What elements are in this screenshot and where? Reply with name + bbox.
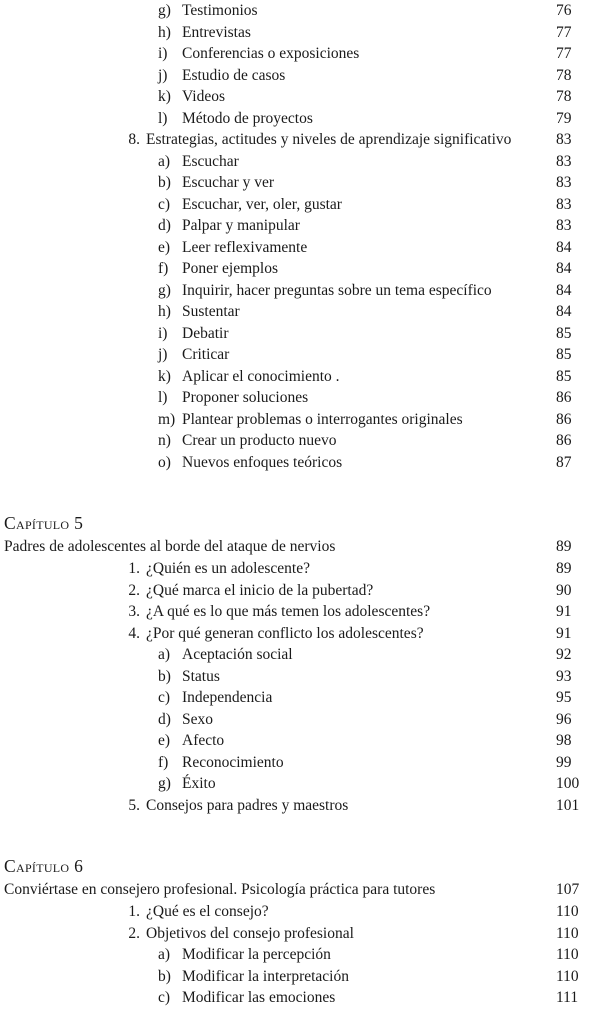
toc-entry[interactable] <box>0 409 596 431</box>
toc-entry-label: Consejos para padres y maestros <box>146 796 349 814</box>
toc-page-number: 83 <box>556 174 572 191</box>
toc-entry-marker: k) <box>158 88 171 105</box>
toc-entry[interactable] <box>0 258 596 280</box>
toc-entry[interactable] <box>0 752 596 774</box>
chapter-title-entry[interactable] <box>0 536 596 558</box>
toc-entry-label: Escuchar y ver <box>182 174 275 191</box>
toc-entry-text <box>118 558 310 580</box>
toc-entry-text <box>118 923 354 945</box>
toc-entry-text <box>158 709 213 731</box>
toc-page-number: 77 <box>556 23 572 41</box>
chapter-label <box>0 855 596 879</box>
toc-entry-text <box>158 280 492 302</box>
toc-entry-label: Afecto <box>182 732 225 749</box>
toc-entry-marker: h) <box>158 23 171 41</box>
toc-entry-marker: 2. <box>128 924 140 942</box>
toc-entry-text <box>118 795 348 817</box>
toc-entry-text <box>158 666 220 688</box>
toc-entry-text <box>158 366 340 388</box>
toc-entry-text <box>118 580 373 602</box>
toc-entry-text <box>158 687 272 709</box>
toc-entry-label: Objetivos del consejo profesional <box>146 924 354 942</box>
toc-entry[interactable] <box>0 580 596 602</box>
toc-entry-marker: f) <box>158 260 169 277</box>
toc-entry-text <box>118 129 511 151</box>
toc-entry[interactable] <box>0 0 596 22</box>
toc-entry-label: Videos <box>182 88 225 105</box>
toc-entry-text <box>158 944 331 966</box>
toc-entry-label: Modificar las emociones <box>182 989 336 1006</box>
toc-entry[interactable] <box>0 22 596 44</box>
toc-page-number: 83 <box>556 195 572 213</box>
toc-page-number: 84 <box>556 238 572 256</box>
toc-entry-marker: 4. <box>128 624 140 642</box>
toc-page-number: 84 <box>556 260 572 277</box>
toc-entry-label: Criticar <box>182 346 230 363</box>
toc-entry-marker: j) <box>158 346 168 363</box>
toc-entry-text <box>158 730 224 752</box>
toc-entry[interactable] <box>0 773 596 795</box>
toc-entry-marker: 3. <box>128 603 140 620</box>
toc-entry-marker: m) <box>158 410 176 428</box>
section-spacer <box>0 816 596 835</box>
toc-entry-marker: 2. <box>128 581 140 599</box>
toc-entry[interactable] <box>0 108 596 130</box>
toc-entry-text <box>158 0 258 22</box>
toc-entry[interactable] <box>0 944 596 966</box>
toc-entry-text <box>158 151 239 173</box>
toc-page-number: 99 <box>556 753 572 771</box>
toc-entry-label: Proponer soluciones <box>182 389 309 406</box>
toc-entry-text <box>158 387 308 409</box>
toc-entry-marker: 1. <box>128 903 140 920</box>
toc-page-number: 85 <box>556 367 572 385</box>
toc-entry-label: ¿A qué es lo que más temen los adolescentes? <box>146 603 431 620</box>
toc-entry-marker: a) <box>158 646 171 663</box>
toc-page-number: 110 <box>556 946 579 963</box>
toc-page-number: 87 <box>556 453 572 471</box>
toc-entry-marker: l) <box>158 389 168 406</box>
toc-entry-marker: n) <box>158 432 171 449</box>
toc-page-number: 91 <box>556 624 572 642</box>
toc-entry[interactable] <box>0 194 596 216</box>
toc-entry-marker: 5. <box>128 796 140 814</box>
toc-entry-label: Leer reflexivamente <box>182 238 308 256</box>
toc-entry-label: Padres de adolescentes al borde del ataque de nervios <box>4 538 336 555</box>
toc-entry-label: Método de proyectos <box>182 109 313 127</box>
toc-entry-text <box>158 65 285 87</box>
toc-page-number: 96 <box>556 710 572 728</box>
toc-entry-text <box>4 879 435 901</box>
toc-entry-label: ¿Qué es el consejo? <box>146 903 269 920</box>
toc-entry-marker: o) <box>158 453 171 471</box>
toc-entry-marker: 1. <box>128 560 140 577</box>
toc-page-number: 92 <box>556 646 572 663</box>
toc-entry[interactable] <box>0 709 596 731</box>
toc-page-number: 107 <box>556 881 580 898</box>
toc-entry-label: Independencia <box>182 689 273 706</box>
toc-entry-label: Sexo <box>182 710 213 728</box>
toc-entry-marker: a) <box>158 152 171 170</box>
toc-entry-text <box>158 966 349 988</box>
toc-entry-label: Nuevos enfoques teóricos <box>182 453 343 471</box>
toc-entry-text <box>158 323 228 345</box>
toc-entry-label: Modificar la percepción <box>182 946 331 963</box>
toc-entry-label: Palpar y manipular <box>182 217 300 234</box>
chapter-label-text: Capítulo 6 <box>4 856 84 876</box>
toc-entry-marker: d) <box>158 217 171 234</box>
toc-entry-label: Poner ejemplos <box>182 260 278 277</box>
toc-entry-marker: i) <box>158 324 168 342</box>
toc-entry-label: ¿Quién es un adolescente? <box>146 560 310 577</box>
toc-entry[interactable] <box>0 129 596 151</box>
toc-entry-marker: b) <box>158 967 171 985</box>
section-spacer <box>0 473 596 492</box>
toc-entry[interactable] <box>0 452 596 474</box>
toc-entry-label: Debatir <box>182 324 229 342</box>
toc-entry-text <box>158 644 293 666</box>
toc-entry-marker: b) <box>158 174 171 191</box>
toc-entry-label: Sustentar <box>182 303 240 320</box>
toc-entry[interactable] <box>0 237 596 259</box>
toc-entry[interactable] <box>0 666 596 688</box>
toc-page-number: 93 <box>556 667 572 685</box>
toc-page-number: 84 <box>556 281 572 299</box>
toc-entry[interactable] <box>0 623 596 645</box>
toc-entry-text <box>158 108 313 130</box>
toc-entry-label: Testimonios <box>182 2 258 19</box>
toc-entry-text <box>158 773 216 795</box>
toc-entry-text <box>158 452 342 474</box>
toc-entry-marker: g) <box>158 775 171 792</box>
toc-entry-text <box>158 172 274 194</box>
toc-entry[interactable] <box>0 795 596 817</box>
toc-entry-marker: c) <box>158 195 171 213</box>
toc-entry[interactable] <box>0 966 596 988</box>
toc-page-number: 111 <box>556 989 579 1006</box>
toc-entry-marker: d) <box>158 710 171 728</box>
toc-entry-text <box>158 215 300 237</box>
toc-page-number: 85 <box>556 324 572 342</box>
toc-entry-marker: f) <box>158 753 169 771</box>
toc-entry-label: Conviértase en consejero profesional. Psicología práctica para tutores <box>4 881 436 898</box>
toc-entry-text <box>158 194 342 216</box>
toc-entry[interactable] <box>0 215 596 237</box>
toc-entry[interactable] <box>0 366 596 388</box>
toc-entry-marker: e) <box>158 238 171 256</box>
toc-entry-marker: l) <box>158 109 168 127</box>
toc-entry-text <box>158 258 278 280</box>
toc-page-number: 90 <box>556 581 572 599</box>
toc-page-number: 86 <box>556 389 572 406</box>
toc-page-number: 83 <box>556 217 572 234</box>
toc-entry-label: Éxito <box>182 775 216 792</box>
toc-page-number: 89 <box>556 538 572 555</box>
toc-entry[interactable] <box>0 280 596 302</box>
toc-entry[interactable] <box>0 151 596 173</box>
toc-entry[interactable] <box>0 601 596 623</box>
toc-entry[interactable] <box>0 323 596 345</box>
toc-page-number: 101 <box>556 796 580 814</box>
toc-page-number: 83 <box>556 131 572 148</box>
toc-entry[interactable] <box>0 65 596 87</box>
toc-page-number: 86 <box>556 432 572 449</box>
toc-page-number: 110 <box>556 924 579 942</box>
toc-entry-label: Reconocimiento <box>182 753 284 771</box>
toc-page-number: 89 <box>556 560 572 577</box>
toc-entry-text <box>158 86 225 108</box>
toc-page-number: 100 <box>556 775 580 792</box>
toc-entry-label: Escuchar <box>182 152 239 170</box>
toc-entry-text <box>158 430 337 452</box>
chapter-label <box>0 512 596 536</box>
toc-entry[interactable] <box>0 644 596 666</box>
toc-page-number: 98 <box>556 732 572 749</box>
toc-entry-marker: c) <box>158 989 171 1006</box>
toc-entry[interactable] <box>0 86 596 108</box>
toc-page-number: 77 <box>556 45 572 62</box>
toc-entry-marker: e) <box>158 732 171 749</box>
toc-entry-text <box>158 22 251 44</box>
toc-entry[interactable] <box>0 730 596 752</box>
toc-page-number: 86 <box>556 410 572 428</box>
toc-entry-text <box>4 536 335 558</box>
toc-entry-label: Estrategias, actitudes y niveles de aprendizaje significativo <box>146 131 512 148</box>
toc-entry-marker: c) <box>158 689 171 706</box>
toc-entry[interactable] <box>0 43 596 65</box>
toc-entry[interactable] <box>0 987 596 1009</box>
toc-entry-text <box>118 601 430 623</box>
toc-page-number: 76 <box>556 2 572 19</box>
toc-entry-text <box>158 301 240 323</box>
chapter-label-text: Capítulo 5 <box>4 513 84 533</box>
toc-entry-marker: 8. <box>128 131 140 148</box>
toc-entry-marker: g) <box>158 281 171 299</box>
toc-page-number: 78 <box>556 88 572 105</box>
toc-entry-text <box>158 237 307 259</box>
toc-page-number: 83 <box>556 152 572 170</box>
toc-entry[interactable] <box>0 430 596 452</box>
toc-entry-text <box>158 43 359 65</box>
toc-entry-marker: b) <box>158 667 171 685</box>
toc-entry[interactable] <box>0 301 596 323</box>
toc-entry-label: Entrevistas <box>182 23 251 41</box>
toc-page-number: 91 <box>556 603 572 620</box>
toc-entry-marker: a) <box>158 946 171 963</box>
toc-entry-label: Escuchar, ver, oler, gustar <box>182 195 342 213</box>
toc-entry[interactable] <box>0 687 596 709</box>
toc-entry-text <box>158 344 229 366</box>
toc-page-number: 84 <box>556 303 572 320</box>
toc-entry-label: ¿Por qué generan conflicto los adolescentes? <box>146 624 424 642</box>
toc-entry-label: Aplicar el conocimiento . <box>182 367 340 385</box>
toc-page-number: 78 <box>556 66 572 84</box>
toc-entry-label: Conferencias o exposiciones <box>182 45 360 62</box>
toc-entry-text <box>118 623 424 645</box>
toc-entry[interactable] <box>0 172 596 194</box>
toc-entry-marker: k) <box>158 367 171 385</box>
toc-entry[interactable] <box>0 387 596 409</box>
toc-entry-label: Inquirir, hacer preguntas sobre un tema específico <box>182 281 492 299</box>
toc-entry[interactable] <box>0 558 596 580</box>
toc-entry-label: Aceptación social <box>182 646 293 663</box>
toc-entry-text <box>158 752 284 774</box>
toc-entry-label: Crear un producto nuevo <box>182 432 337 449</box>
toc-entry[interactable] <box>0 344 596 366</box>
toc-page-number: 110 <box>556 967 579 985</box>
toc-page-number: 95 <box>556 689 572 706</box>
toc-entry[interactable] <box>0 923 596 945</box>
toc-page-number: 85 <box>556 346 572 363</box>
toc-entry[interactable] <box>0 901 596 923</box>
toc-page-number: 79 <box>556 109 572 127</box>
toc-entry-marker: i) <box>158 45 168 62</box>
toc-entry-label: Status <box>182 667 220 685</box>
chapter-title-entry[interactable] <box>0 879 596 901</box>
toc-entry-text <box>158 987 335 1009</box>
toc-entry-label: Estudio de casos <box>182 66 286 84</box>
toc-entry-marker: h) <box>158 303 171 320</box>
toc-entry-label: Modificar la interpretación <box>182 967 349 985</box>
toc-entry-label: ¿Qué marca el inicio de la pubertad? <box>146 581 374 599</box>
toc-entry-text <box>118 901 269 923</box>
toc-entry-label: Plantear problemas o interrogantes originales <box>182 410 463 428</box>
toc-entry-marker: j) <box>158 66 168 84</box>
toc-page-number: 110 <box>556 903 579 920</box>
toc-entry-text <box>158 409 463 431</box>
toc-entry-marker: g) <box>158 2 171 19</box>
